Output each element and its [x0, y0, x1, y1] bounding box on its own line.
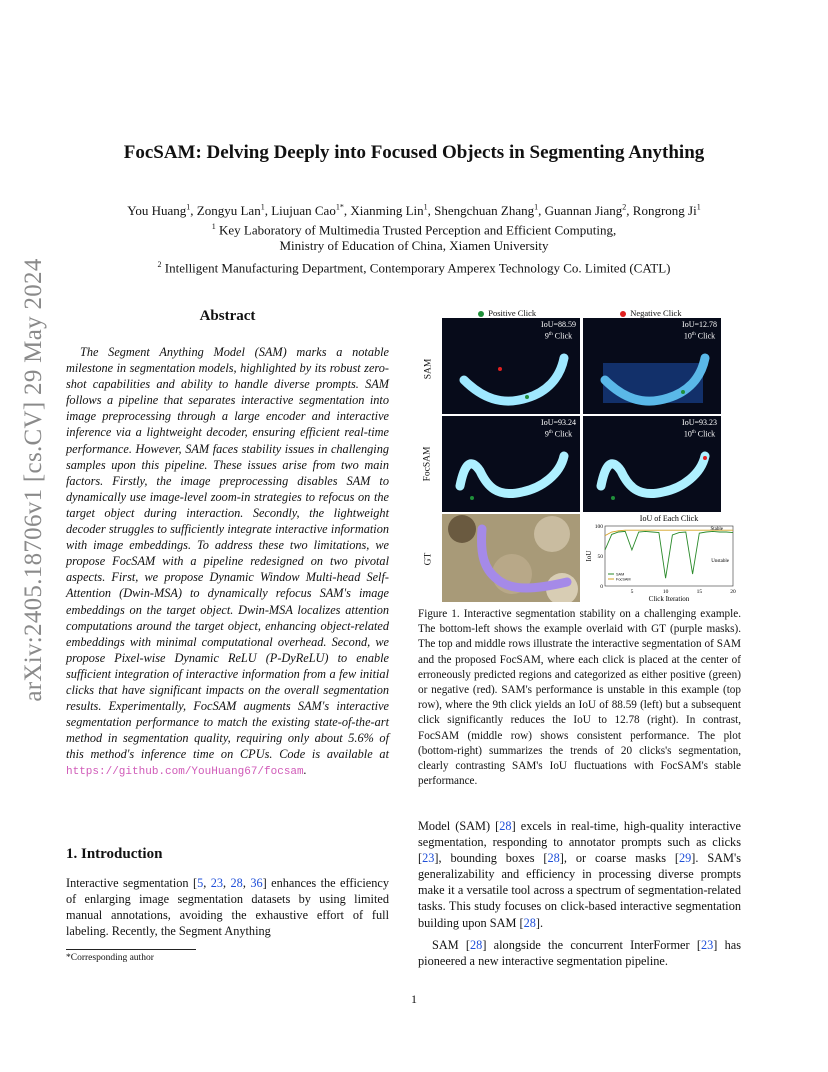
- y-tick-label: 50: [597, 554, 603, 560]
- sam-panel-10th-click: [583, 318, 721, 414]
- citation-link[interactable]: 28: [470, 937, 483, 952]
- arxiv-stamp: arXiv:2405.18706v1 [cs.CV] 29 May 2024: [20, 258, 47, 702]
- row-label-sam: SAM: [423, 358, 434, 380]
- right-column-text: [418, 818, 741, 969]
- page-number: 1: [411, 992, 417, 1006]
- footnote: *Corresponding author: [66, 953, 154, 963]
- citation-link[interactable]: 5: [197, 876, 204, 890]
- y-tick-label: 100: [594, 524, 603, 530]
- citation-link[interactable]: 28: [230, 876, 243, 890]
- x-tick-label: 20: [730, 589, 736, 595]
- author: Zongyu Lan$^1$,: [196, 203, 272, 219]
- chart-title: IoU of Each Click: [639, 514, 699, 523]
- citation-link[interactable]: 23: [422, 851, 435, 866]
- focsam-panel-9th-click: [442, 416, 580, 512]
- figure-1: [414, 304, 744, 604]
- focsam-panel-10th-click: [583, 416, 721, 512]
- paragraph: Model (SAM) [28] excels in real-time, high-quality interactive segmentation, responding to annotator prompts such as clicks [23], bounding boxes [28], or coarse masks [29]. SAM's generalizability and efficiency in processing diverse prompts make it a versatile tool across a spectrum of segmentation-related tasks. This study focuses on click-based interactive segmentation building upon SAM [28].: [418, 819, 741, 930]
- affiliation-1: $^1$ Key Laboratory of Multimedia Trusted Perception and Efficient Computing,: [211, 222, 617, 238]
- sam-panel-9th-click: [442, 318, 580, 414]
- gt-panel: [442, 514, 580, 602]
- paragraph: SAM [28] alongside the concurrent InterFormer [23] has pioneered a new interactive segmentation pipeline.: [418, 937, 741, 968]
- legend-negative: Negative Click: [620, 308, 681, 318]
- x-tick-label: 5: [630, 589, 634, 595]
- iou-label: IoU=93.24 9th Click: [541, 418, 576, 439]
- affiliation-2: $^2$ Intelligent Manufacturing Department, Contemporary Amperex Technology Co. Limited (CATL): [157, 260, 671, 276]
- legend-label: FocSAM: [616, 577, 631, 582]
- annotation-stable: Stable: [710, 527, 723, 532]
- citation-link[interactable]: 23: [210, 876, 224, 890]
- citation-link[interactable]: 28: [499, 819, 512, 833]
- x-axis-label: Click Iteration: [648, 595, 690, 603]
- iou-label: IoU=12.78 10th Click: [682, 320, 717, 341]
- author: Guannan Jiang$^2$,: [544, 203, 633, 219]
- author: Xianming Lin$^1$,: [350, 203, 435, 219]
- x-tick-label: 10: [662, 589, 669, 595]
- abstract-body: The Segment Anything Model (SAM) marks a notable milestone in segmentation models, highlighted by its robust zero-shot capabilities and ability to handle diverse prompts. SAM follows a pipeline that separates interactive segmentation into image preprocessing through a large encoder and interactive inference via a lightweight decoder, ensuring efficient real-time performance. However, SAM faces stability issues in challenging samples upon this pipeline. These issues arise from two main factors. Firstly, the image preprocessing disables SAM to dynamically use image-level zoom-in strategies to refocus on the target object during interaction. Secondly, the lightweight decoder struggles to sufficiently integrate interactive information with image embeddings. To address these two limitations, we propose FocSAM with a pipeline redesigned on two pivotal aspects. First, we propose Dynamic Window Multi-head Self-Attention (Dwin-MSA) to dynamically refocus SAM's image embeddings on the target object. Dwin-MSA localizes attention computations around the target object, enhancing object-related embeddings with minimal computational overhead. Second, we propose Pixel-wise Dynamic ReLU (P-DyReLU) to enable sufficient integration of interactive information from a few initial clicks that have significant impacts on the overall segmentation results. Experimentally, FocSAM augments SAM's interactive segmentation performance to match the existing state-of-the-art method in segmentation quality, requiring only about 5.6% of this method's inference time on CPUs. Code is available at https://github.com/YouHuang67/focsam.: [66, 345, 389, 779]
- iou-label: IoU=93.23 10th Click: [682, 418, 717, 439]
- positive-click-dot: [478, 311, 484, 317]
- citation-link[interactable]: 29: [678, 851, 692, 866]
- author: Shengchuan Zhang$^1$,: [434, 203, 545, 219]
- intro-paragraph: Interactive segmentation [5, 23, 28, 36] enhances the efficiency of enlarging image segmentation datasets by using limited manual annotations, avoiding the exhaustive effort of full labeling. Recently, the Segment Anything: [66, 876, 389, 939]
- negative-click-dot: [620, 311, 626, 317]
- citation-link[interactable]: 28: [547, 851, 560, 866]
- y-axis-label: IoU: [585, 550, 593, 562]
- citation-link[interactable]: 23: [700, 937, 714, 952]
- abstract-heading: Abstract: [199, 308, 256, 324]
- citation-link[interactable]: 28: [523, 915, 536, 930]
- author: Liujuan Cao$^{1*}$,: [271, 203, 351, 219]
- row-label-gt: GT: [423, 552, 434, 566]
- x-tick-label: 15: [696, 589, 703, 595]
- iou-label: IoU=88.59 9th Click: [541, 320, 576, 341]
- legend-positive: Positive Click: [478, 308, 536, 318]
- section-heading-introduction: 1. Introduction: [66, 846, 163, 862]
- affiliation-1-cont: Ministry of Education of China, Xiamen University: [279, 238, 549, 253]
- author: You Huang$^1$,: [127, 203, 197, 219]
- code-link[interactable]: https://github.com/YouHuang67/focsam: [66, 766, 304, 779]
- gt-image: [442, 514, 580, 602]
- row-label-focsam: FocSAM: [422, 446, 433, 482]
- iou-chart: [583, 512, 743, 604]
- legend-label: SAM: [616, 572, 625, 577]
- footnote-rule: [66, 949, 196, 950]
- figure-caption: Figure 1. Interactive segmentation stability on a challenging example. The bottom-left shows the example overlaid with GT (purple masks). The top and middle rows illustrate the interactive segmentation of SAM and the proposed FocSAM, where each click is placed at the center of erroneously predicted regions and categorized as either positive (green) or negative (red). SAM's performance is unstable in this example (top row), where the 9th click yields an IoU of 88.59 (left) but a subsequent click significantly reduces the IoU to 12.78 (right). In contrast, FocSAM (middle row) shows consistent performance. The plot (bottom-right) summarizes the trends of 20 clicks's segmentation, clearly contrasting SAM's IoU fluctuations with FocSAM's stable performance.: [418, 608, 741, 788]
- paper-title: FocSAM: Delving Deeply into Focused Objects in Segmenting Anything: [123, 142, 705, 163]
- citation-link[interactable]: 36: [250, 876, 263, 890]
- y-tick-label: 0: [600, 584, 603, 590]
- author: Rongrong Ji$^1$: [632, 203, 701, 219]
- annotation-unstable: Unstable: [711, 559, 729, 564]
